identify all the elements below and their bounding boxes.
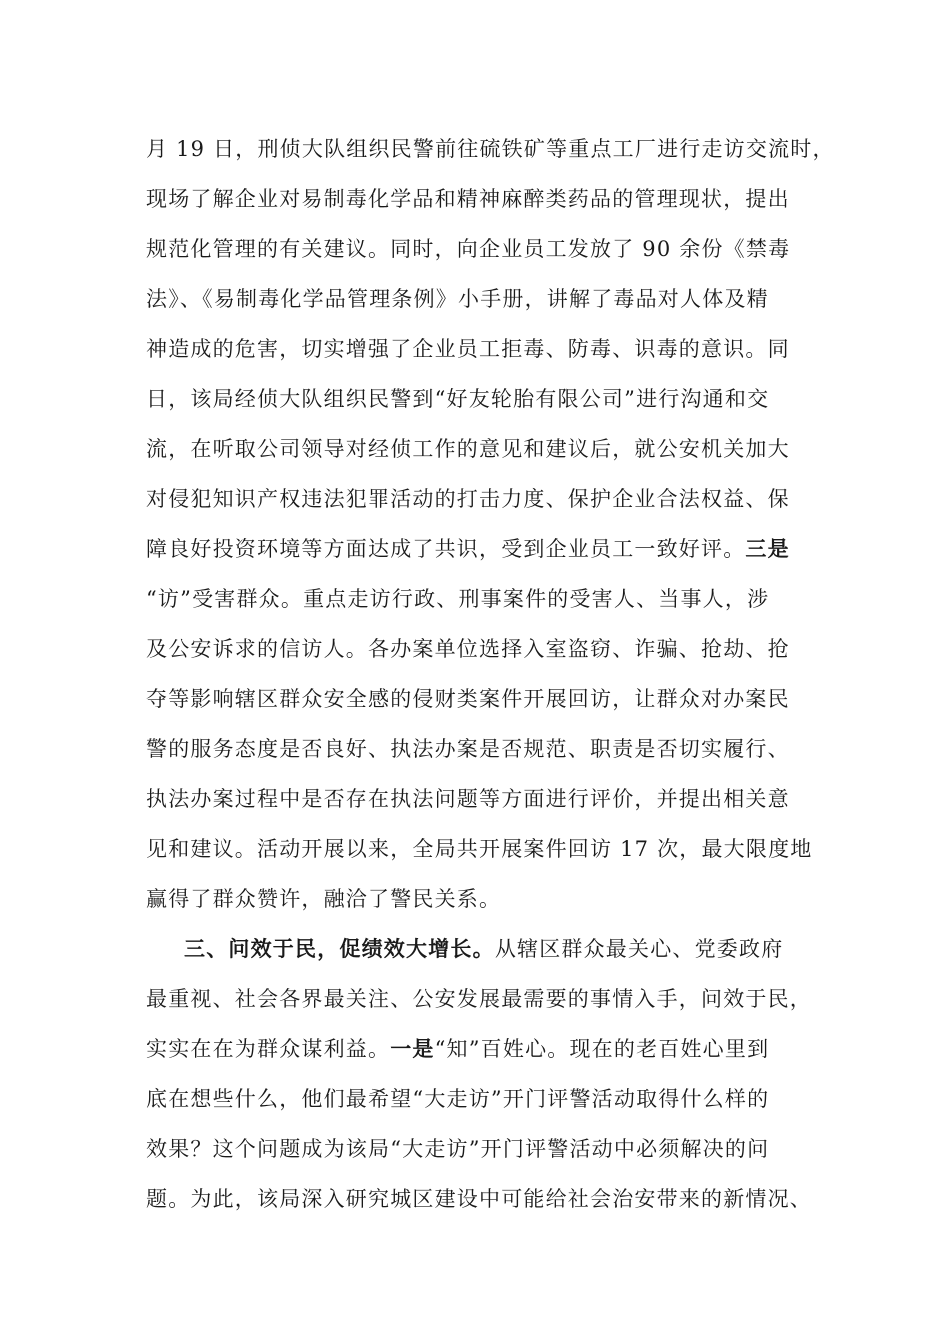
text-line: 夺等影响辖区群众安全感的侵财类案件开展回访，让群众对办案民 (146, 687, 790, 711)
text-run: “知”百姓心。现在的老百姓心里到 (434, 1037, 770, 1061)
text-line: 题。为此，该局深入研究城区建设中可能给社会治安带来的新情况、 (146, 1187, 812, 1211)
text-line: 见和建议。活动开展以来，全局共开展案件回访 17 次，最大限度地 (146, 837, 813, 861)
text-line: 神造成的危害，切实增强了企业员工拒毒、防毒、识毒的意识。同 (146, 337, 790, 361)
text-line: 执法办案过程中是否存在执法问题等方面进行评价，并提出相关意 (146, 787, 790, 811)
text-line (146, 1024, 846, 1074)
text-line: 最重视、社会各界最关注、公安发展最需要的事情入手，问效于民， (146, 987, 812, 1011)
text-line: 规范化管理的有关建议。同时，向企业员工发放了 90 余份《禁毒 (146, 237, 791, 261)
text-run: 障良好投资环境等方面达成了共识，受到企业员工一致好评。 (146, 537, 746, 561)
text-line: 月 19 日，刑侦大队组织民警前往硫铁矿等重点工厂进行走访交流时， (146, 137, 835, 161)
text-line: 底在想些什么，他们最希望“大走访”开门评警活动取得什么样的 (146, 1087, 770, 1111)
text-run: 从辖区群众最关心、党委政府 (494, 937, 784, 961)
text-line (146, 924, 846, 974)
text-line: 法》、《易制毒化学品管理条例》小手册，讲解了毒品对人体及精 (146, 287, 769, 311)
text-line: “访”受害群众。重点走访行政、刑事案件的受害人、当事人，涉 (146, 587, 770, 611)
paragraph-section-three (146, 924, 846, 1224)
document-body (146, 124, 846, 1224)
text-line: 对侵犯知识产权违法犯罪活动的打击力度、保护企业合法权益、保 (146, 487, 790, 511)
paragraph-visit-units (146, 124, 846, 924)
emphasis-third-point: 三是 (745, 536, 790, 561)
text-line: 及公安诉求的信访人。各办案单位选择入室盗窃、诈骗、抢劫、抢 (146, 637, 790, 661)
text-line (146, 524, 846, 574)
text-line: 流，在听取公司领导对经侦工作的意见和建议后，就公安机关加大 (146, 437, 790, 461)
text-line: 日，该局经侦大队组织民警到“好友轮胎有限公司”进行沟通和交 (146, 387, 770, 411)
text-run: 实实在在为群众谋利益。 (146, 1037, 391, 1061)
emphasis-first-point: 一是 (390, 1036, 435, 1061)
text-line: 现场了解企业对易制毒化学品和精神麻醉类药品的管理现状，提出 (146, 187, 790, 211)
section-heading: 三、问效于民，促绩效大增长。 (184, 936, 495, 961)
text-line: 赢得了群众赞许，融洽了警民关系。 (146, 887, 502, 911)
text-line: 效果？这个问题成为该局“大走访”开门评警活动中必须解决的问 (146, 1137, 770, 1161)
text-line: 警的服务态度是否良好、执法办案是否规范、职责是否切实履行、 (146, 737, 790, 761)
